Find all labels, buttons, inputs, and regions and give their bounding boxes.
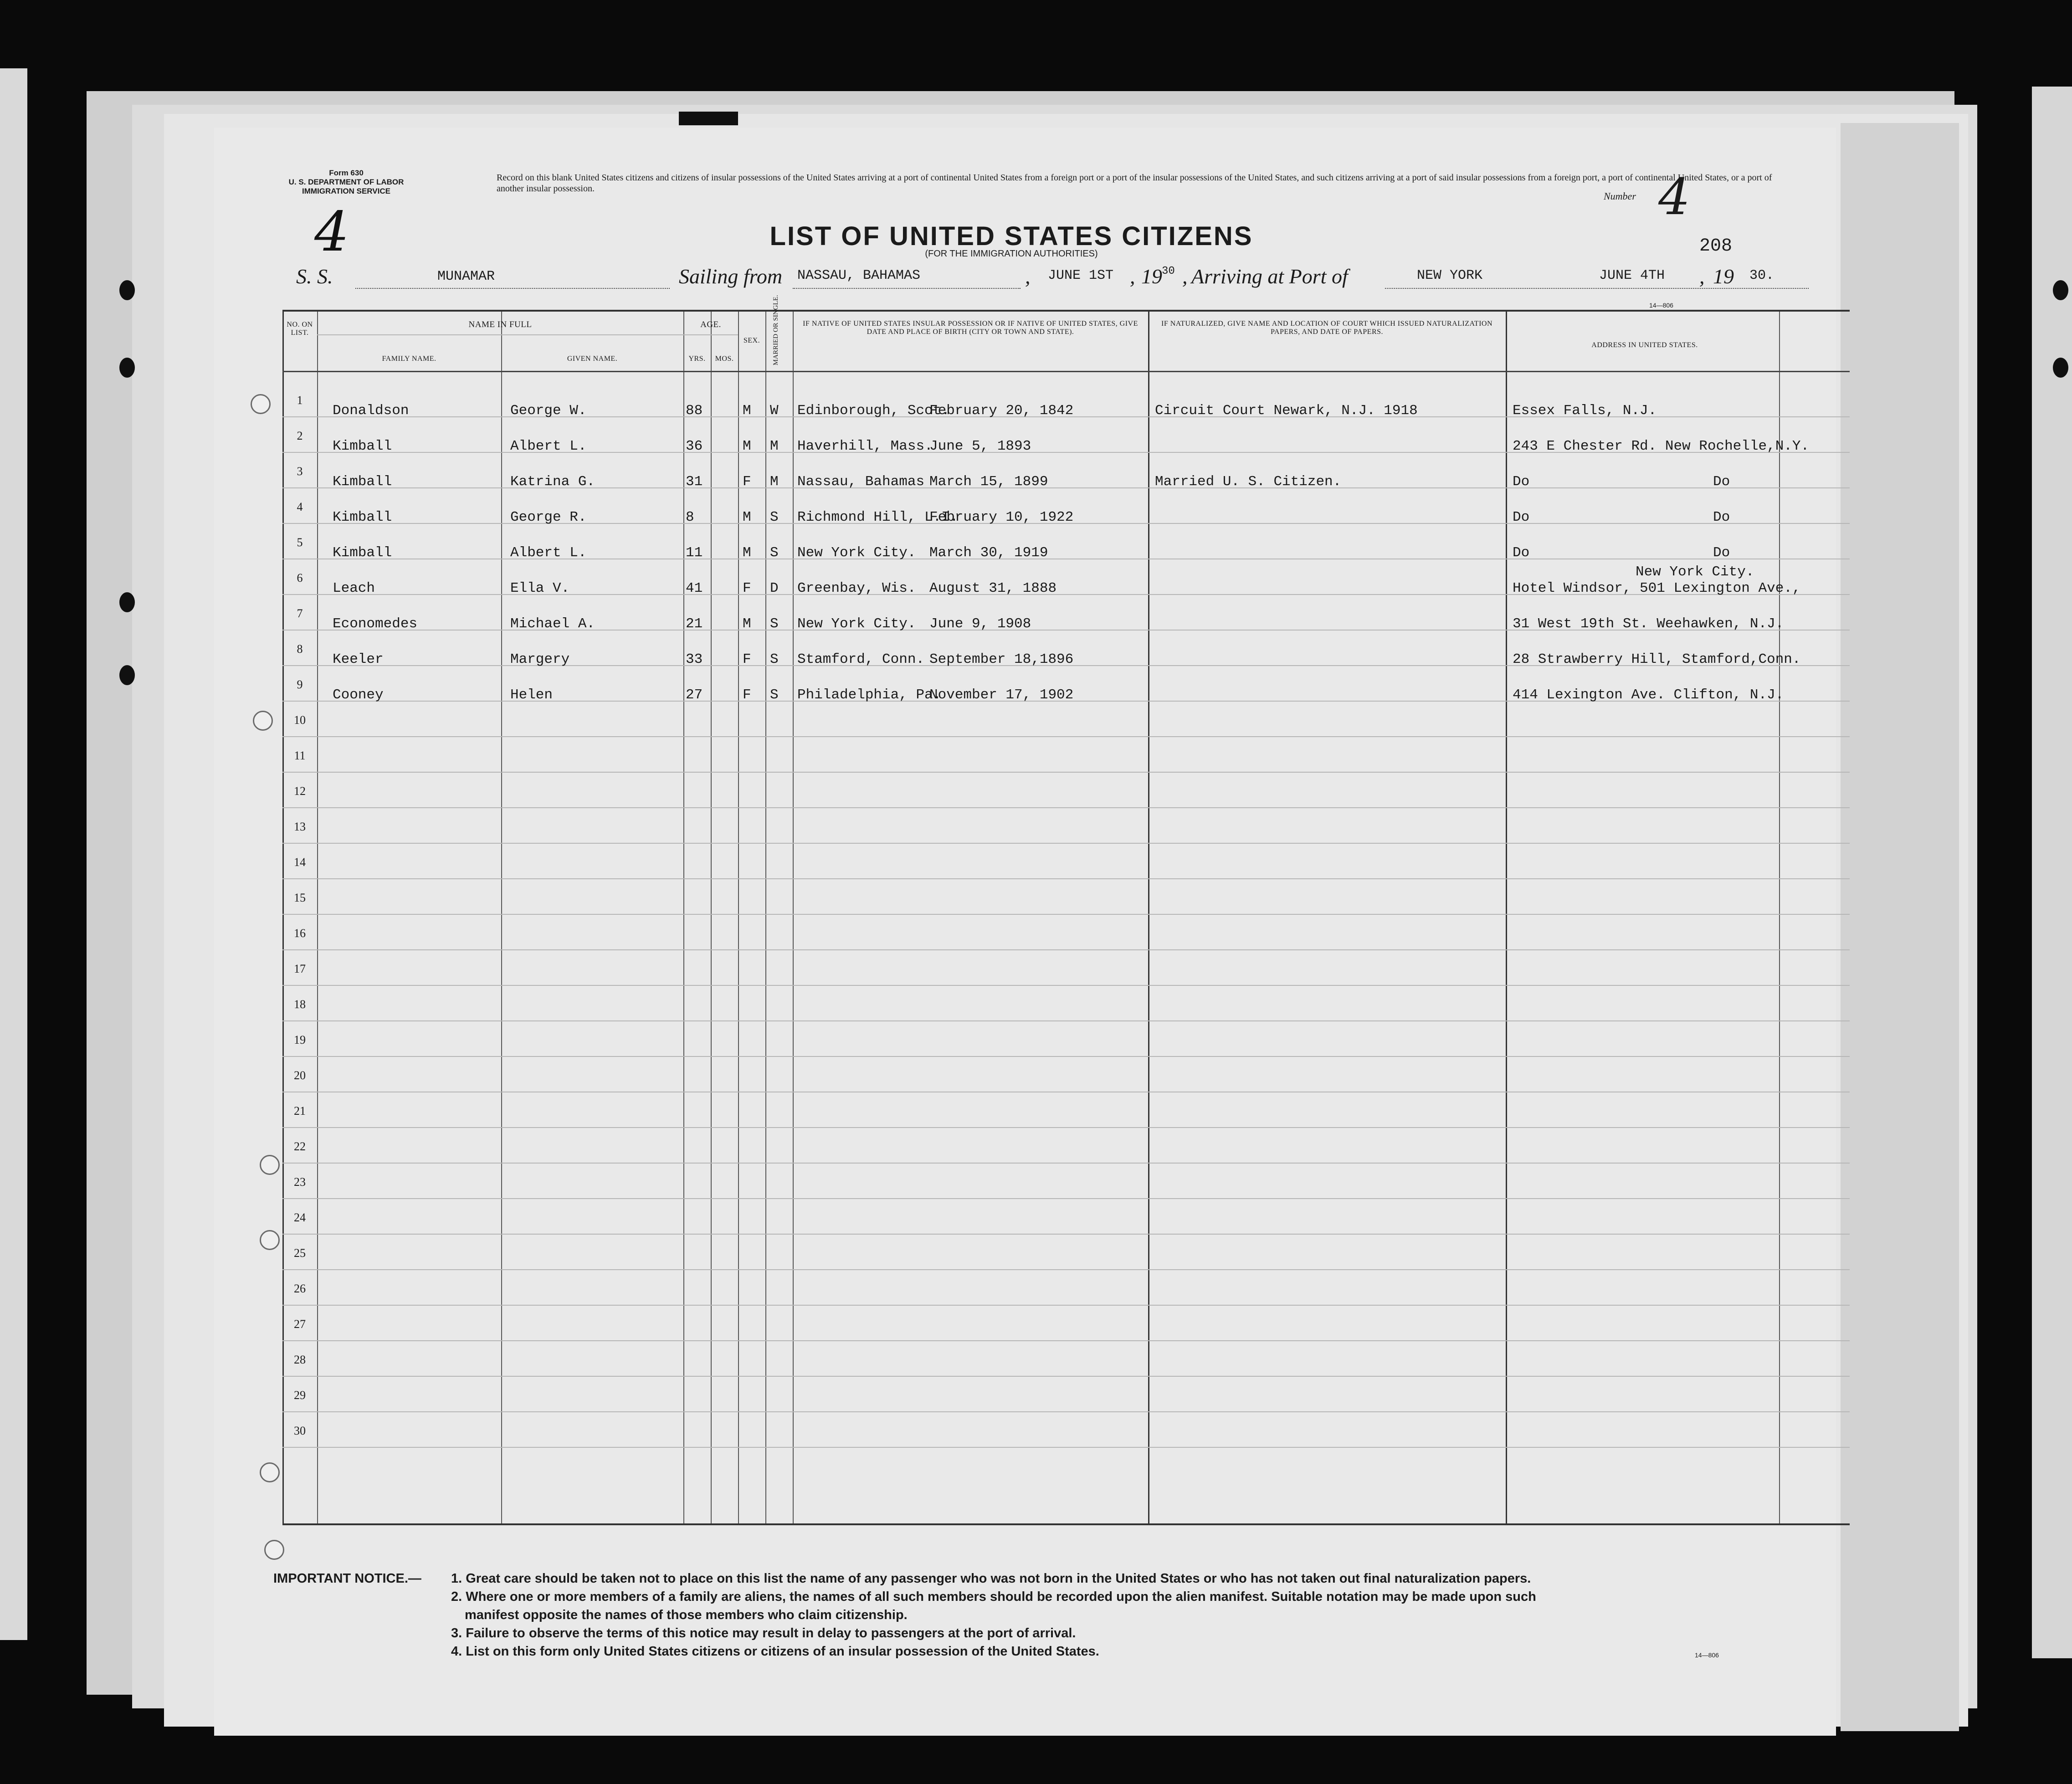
arrival-year: 30. [1749, 268, 1775, 283]
header-address: ADDRESS IN UNITED STATES. [1591, 341, 1698, 349]
binder-hook-icon [119, 358, 135, 378]
row-number: 17 [294, 962, 306, 975]
row-number: 11 [294, 749, 306, 762]
column-rule [1148, 312, 1149, 1523]
punch-hole-icon [264, 1540, 284, 1560]
cell-family: Donaldson [333, 403, 409, 419]
year-prefix: 19 [1713, 265, 1734, 288]
cell-family: Kimball [333, 509, 392, 525]
cell-yrs: 11 [686, 545, 703, 561]
cell-sex: M [743, 438, 751, 454]
row-number: 8 [297, 642, 303, 656]
row-rule [282, 1340, 1850, 1341]
comma: , [1182, 265, 1188, 288]
row-rule [282, 1376, 1850, 1377]
page-number: 208 [1699, 236, 1733, 256]
row-rule [282, 1163, 1850, 1164]
cell-birthdate: September 18,1896 [929, 651, 1074, 667]
clip-tab [679, 112, 738, 125]
cell-yrs: 36 [686, 438, 703, 454]
row-number: 16 [294, 927, 306, 940]
cell-sex: F [743, 687, 751, 703]
arriving-label: Arriving at Port of [1191, 265, 1348, 288]
sailing-from-label: Sailing from [679, 265, 783, 288]
cell-family: Leach [333, 580, 375, 596]
binder-hook-icon [119, 592, 135, 612]
row-number: 7 [297, 607, 303, 620]
row-number: 5 [297, 536, 303, 549]
row-number: 22 [294, 1140, 306, 1153]
cell-sex: F [743, 580, 751, 596]
cell-family: Kimball [333, 474, 392, 490]
row-number: 6 [297, 571, 303, 584]
row-rule [282, 807, 1850, 808]
arrival-port: NEW YORK [1417, 268, 1483, 283]
punch-hole-icon [260, 1230, 280, 1250]
cell-family: Cooney [333, 687, 384, 703]
number-label: Number [1604, 190, 1636, 202]
row-number: 10 [294, 713, 306, 727]
row-number: 29 [294, 1389, 306, 1402]
cell-address2: Do [1713, 545, 1730, 561]
header-no-on-list: NO. ON LIST. [287, 321, 313, 337]
cell-address: 243 E Chester Rd. New Rochelle,N.Y. [1513, 438, 1810, 454]
cell-address: 31 West 19th St. Weehawken, N.J. [1513, 616, 1784, 632]
cell-sex: F [743, 651, 751, 667]
cell-birthplace: Philadelphia, Pa. [797, 687, 942, 703]
row-number: 4 [297, 500, 303, 513]
cell-yrs: 88 [686, 403, 703, 419]
header-married-single: MARRIED OR SINGLE. [772, 295, 780, 365]
column-rule [711, 312, 712, 1523]
department-name: U. S. DEPARTMENT OF LABOR [288, 178, 404, 186]
header-bottom-rule [282, 371, 1850, 372]
row-number: 23 [294, 1175, 306, 1189]
cell-yrs: 27 [686, 687, 703, 703]
cell-ms: S [770, 651, 779, 667]
header-naturalized: IF NATURALIZED, GIVE NAME AND LOCATION OF COURT WHICH ISSUED NATURALIZATION PAPERS, AND DATE OF PAPERS. [1161, 320, 1493, 336]
header-name-in-full: NAME IN FULL [468, 320, 532, 329]
row-rule [282, 843, 1850, 844]
row-number: 26 [294, 1282, 306, 1295]
ss-label: S. S. [296, 265, 333, 288]
row-number: 12 [294, 784, 306, 798]
form-id-block [269, 169, 424, 196]
notice-label: IMPORTANT NOTICE.— [273, 1571, 421, 1586]
row-number: 24 [294, 1211, 306, 1224]
row-rule [282, 914, 1850, 915]
row-rule [282, 1411, 1850, 1412]
row-number: 2 [297, 429, 303, 442]
row-number: 27 [294, 1317, 306, 1331]
comma: , [1130, 265, 1135, 288]
cell-birthdate: February 20, 1842 [929, 403, 1074, 419]
row-rule [282, 1447, 1850, 1448]
ship-name: MUNAMAR [437, 269, 495, 284]
cell-birthplace: Nassau, Bahamas [797, 474, 925, 490]
row-rule [282, 878, 1850, 879]
cell-address2: Do [1713, 474, 1730, 490]
row-number: 21 [294, 1104, 306, 1118]
cell-birthdate: March 30, 1919 [929, 545, 1048, 561]
binder-hook-icon [2053, 358, 2068, 378]
row-rule [282, 1234, 1850, 1235]
cell-naturalized: Circuit Court Newark, N.J. 1918 [1155, 403, 1418, 419]
cell-yrs: 33 [686, 651, 703, 667]
handwritten-list-number: 4 [314, 200, 349, 264]
row-number: 3 [297, 465, 303, 478]
notice-item-1: 1. Great care should be taken not to place on this list the name of any passenger who was not born in the United States or who has not taken out final naturalization papers. [451, 1571, 1531, 1586]
header-family-name: FAMILY NAME. [382, 355, 436, 363]
cell-given: George W. [510, 403, 587, 419]
manifest-page [214, 128, 1836, 1736]
cell-ms: S [770, 545, 779, 561]
row-rule [282, 985, 1850, 986]
cell-yrs: 8 [686, 509, 694, 525]
header-yrs: YRS. [688, 355, 706, 363]
cell-sex: M [743, 616, 751, 632]
row-rule [282, 1198, 1850, 1199]
cell-given: Katrina G. [510, 474, 595, 490]
row-number: 20 [294, 1069, 306, 1082]
cell-given: Helen [510, 687, 553, 703]
departure-underline [793, 287, 1021, 289]
cell-ms: S [770, 616, 779, 632]
adjacent-sheet-right [2032, 87, 2072, 1658]
cell-address: 28 Strawberry Hill, Stamford,Conn. [1513, 651, 1801, 667]
row-number: 18 [294, 998, 306, 1011]
column-rule [738, 312, 739, 1523]
column-rule [1779, 312, 1780, 1523]
record-instructions: Record on this blank United States citizens and citizens of insular possessions of the United States arriving at a port of continental United States from a foreign port or a port of the insular possessions of the United States, and such citizens arriving at a port of said insular possessions from a foreign port, a port of continental United States, or a port of another insular possession. [497, 173, 1772, 194]
row-number: 19 [294, 1033, 306, 1046]
cell-ms: M [770, 474, 779, 490]
cell-birthdate: June 9, 1908 [929, 616, 1031, 632]
cell-address: Do [1513, 545, 1530, 561]
cell-ms: W [770, 403, 779, 419]
row-number: 25 [294, 1246, 306, 1260]
cell-given: George R. [510, 509, 587, 525]
column-rule [317, 312, 318, 1523]
cell-ms: M [770, 438, 779, 454]
cell-address: Do [1513, 509, 1530, 525]
header-native: IF NATIVE OF UNITED STATES INSULAR POSSESSION OR IF NATIVE OF UNITED STATES, GIVE DATE AND PLACE OF BIRTH (CITY OR TOWN AND STATE). [803, 320, 1138, 336]
cell-birthplace: New York City. [797, 616, 916, 632]
cell-birthplace: Stamford, Conn. [797, 651, 925, 667]
cell-ms: D [770, 580, 779, 596]
notice-item-4: 4. List on this form only United States citizens or citizens of an insular possession of the United States. [451, 1644, 1099, 1659]
cell-sex: M [743, 403, 751, 419]
cell-family: Kimball [333, 438, 392, 454]
departure-year: 30 [1162, 265, 1175, 277]
notice-item-2: 2. Where one or more members of a family are aliens, the names of all such members should be recorded upon the alien manifest. Suitable notation may be made upon such [451, 1589, 1536, 1604]
row-number: 14 [294, 856, 306, 869]
cell-naturalized: Married U. S. Citizen. [1155, 474, 1342, 490]
cell-sex: M [743, 509, 751, 525]
cell-birthplace: New York City. [797, 545, 916, 561]
departure-date: JUNE 1ST [1048, 268, 1114, 283]
column-rule [1506, 312, 1507, 1523]
row-rule [282, 1305, 1850, 1306]
cell-family: Keeler [333, 651, 384, 667]
row-number: 30 [294, 1424, 306, 1437]
sheet-stack-right [1841, 123, 1959, 1731]
row-number: 28 [294, 1353, 306, 1366]
voyage-line [296, 264, 1845, 292]
cell-birthplace: Haverhill, Mass. [797, 438, 933, 454]
row-rule [282, 1020, 1850, 1021]
departure-port: NASSAU, BAHAMAS [797, 268, 921, 283]
cell-address-top: New York City. [1636, 564, 1754, 580]
ship-underline [355, 287, 670, 289]
printer-code-footer: 14—806 [1695, 1651, 1719, 1659]
faint-handwritten-annotation [565, 720, 572, 746]
header-rule [317, 334, 683, 335]
printer-code: 14—806 [1649, 302, 1673, 309]
cell-birthdate: February 10, 1922 [929, 509, 1074, 525]
row-rule [282, 736, 1850, 737]
cell-yrs: 31 [686, 474, 703, 490]
header-rule [683, 334, 738, 335]
manifest-table [282, 295, 1850, 1525]
cell-birthplace: Richmond Hill, L.I. [797, 509, 959, 525]
row-number: 15 [294, 891, 306, 904]
punch-hole-icon [260, 1462, 280, 1482]
row-rule [282, 772, 1850, 773]
column-rule [793, 312, 794, 1523]
cell-address: Essex Falls, N.J. [1513, 403, 1657, 419]
service-name: IMMIGRATION SERVICE [302, 187, 390, 195]
row-number: 13 [294, 820, 306, 833]
cell-family: Economedes [333, 616, 418, 632]
cell-address: 414 Lexington Ave. Clifton, N.J. [1513, 687, 1784, 703]
column-rule [282, 312, 284, 1523]
row-rule [282, 1269, 1850, 1270]
punch-hole-icon [251, 394, 271, 414]
cell-sex: F [743, 474, 751, 490]
cell-birthplace: Edinborough, Scot. [797, 403, 950, 419]
binder-hook-icon [119, 280, 135, 300]
row-rule [282, 1127, 1850, 1128]
cell-birthplace: Greenbay, Wis. [797, 580, 916, 596]
page-subtitle: (FOR THE IMMIGRATION AUTHORITIES) [925, 249, 1098, 259]
header-sex: SEX. [743, 337, 760, 344]
cell-address2: Do [1713, 509, 1730, 525]
cell-address: Hotel Windsor, 501 Lexington Ave., [1513, 580, 1801, 596]
cell-given: Ella V. [510, 580, 570, 596]
arrival-date: JUNE 4TH [1599, 268, 1665, 283]
column-rule [501, 312, 502, 1523]
punch-hole-icon [260, 1155, 280, 1175]
punch-hole-icon [253, 711, 273, 731]
comma: , [1699, 265, 1705, 288]
column-rule [683, 312, 684, 1523]
page-title: LIST OF UNITED STATES CITIZENS [769, 221, 1253, 251]
cell-address: Do [1513, 474, 1530, 490]
cell-family: Kimball [333, 545, 392, 561]
binder-hook-icon [2053, 280, 2068, 300]
cell-given: Margery [510, 651, 570, 667]
binder-hook-icon [119, 665, 135, 685]
row-rule [282, 1056, 1850, 1057]
cell-given: Albert L. [510, 545, 587, 561]
cell-ms: S [770, 509, 779, 525]
cell-yrs: 21 [686, 616, 703, 632]
header-given-name: GIVEN NAME. [567, 355, 618, 363]
header-mos: MOS. [715, 355, 734, 363]
cell-birthdate: November 17, 1902 [929, 687, 1074, 703]
cell-birthdate: March 15, 1899 [929, 474, 1048, 490]
row-rule [282, 949, 1850, 950]
cell-ms: S [770, 687, 779, 703]
notice-item-2-cont: manifest opposite the names of those members who claim citizenship. [465, 1608, 908, 1622]
adjacent-sheet-left [0, 68, 27, 1640]
cell-birthdate: August 31, 1888 [929, 580, 1057, 596]
arrival-underline [1385, 287, 1809, 289]
year-prefix: 19 [1141, 265, 1162, 288]
cell-birthdate: June 5, 1893 [929, 438, 1031, 454]
cell-given: Michael A. [510, 616, 595, 632]
comma: , [1025, 265, 1031, 288]
row-number: 1 [297, 394, 303, 407]
cell-sex: M [743, 545, 751, 561]
cell-yrs: 41 [686, 580, 703, 596]
row-number: 9 [297, 678, 303, 691]
form-number: Form 630 [329, 169, 364, 177]
cell-given: Albert L. [510, 438, 587, 454]
header-age: AGE. [700, 320, 721, 329]
handwritten-number: 4 [1658, 168, 1690, 226]
column-rule [765, 312, 766, 1523]
notice-item-3: 3. Failure to observe the terms of this notice may result in delay to passengers at the port of arrival. [451, 1626, 1076, 1640]
